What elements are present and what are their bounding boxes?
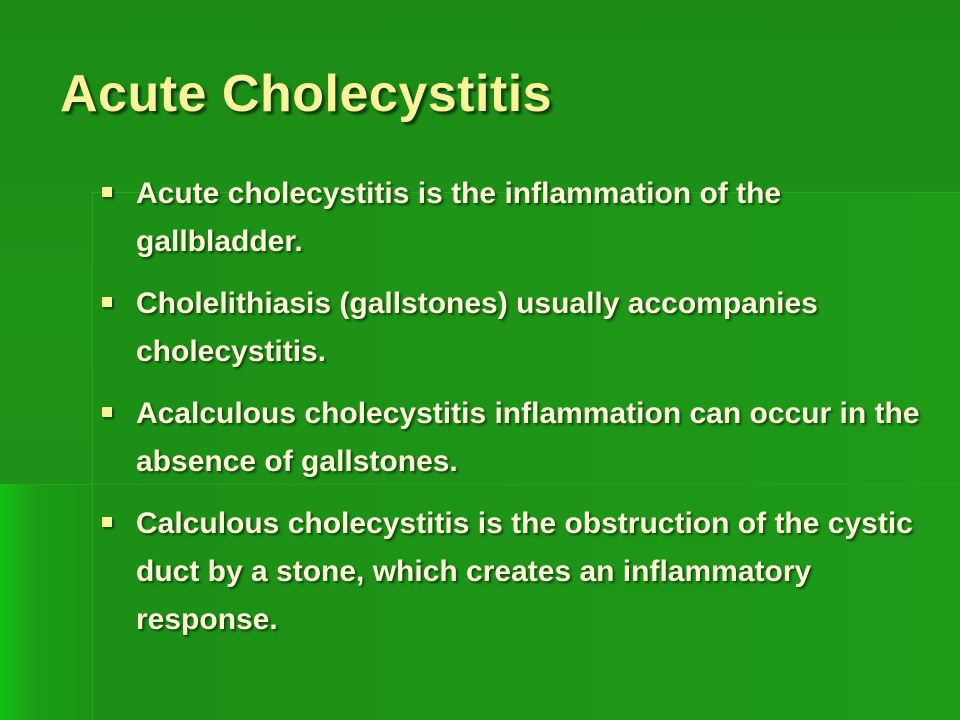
bullet-text: Calculous cholecystitis is the obstruction of the cystic duct by a stone, which creates an inflammatory response. (136, 507, 913, 636)
bullet-text: Acalculous cholecystitis inflammation can occur in the absence of gallstones. (136, 397, 920, 478)
square-bullet-icon (102, 517, 112, 527)
square-bullet-icon (102, 407, 112, 417)
background-strip (40, 484, 92, 720)
bullet-item (100, 500, 930, 644)
bullet-text: Acute cholecystitis is the inflammation of the gallbladder. (136, 177, 782, 258)
bullet-list (100, 170, 930, 658)
square-bullet-icon (102, 187, 112, 197)
square-bullet-icon (102, 297, 112, 307)
bullet-item (100, 390, 930, 486)
bullet-item (100, 170, 930, 266)
bullet-item (100, 280, 930, 376)
bullet-text: Cholelithiasis (gallstones) usually accompanies cholecystitis. (136, 287, 818, 368)
slide-title: Acute Cholecystitis (60, 65, 553, 123)
background-accent-block (0, 484, 40, 720)
